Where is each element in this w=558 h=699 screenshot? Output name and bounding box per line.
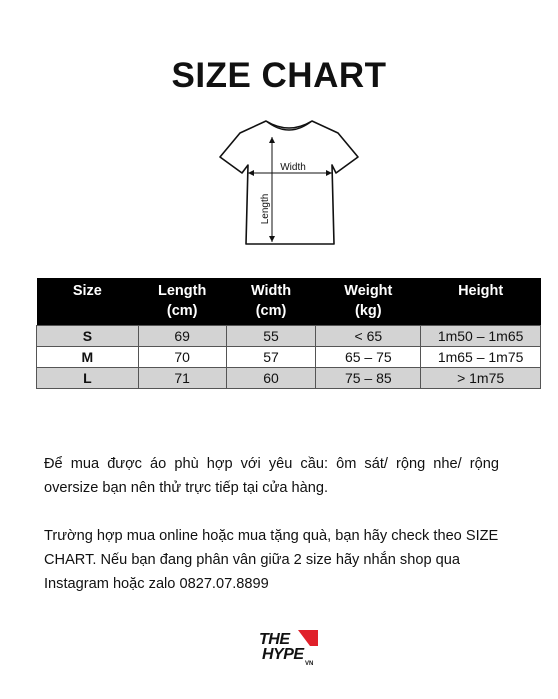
cell-weight: < 65 — [316, 326, 421, 347]
tshirt-diagram — [218, 117, 360, 247]
table-header-row — [37, 278, 541, 326]
header-height: Height — [421, 278, 541, 326]
logo-line1: THE — [259, 631, 290, 648]
header-weight: Weight (kg) — [316, 278, 421, 326]
fit-advice-text: Để mua được áo phù hợp với yêu cầu: ôm sát/ rộng nhe/ rộng oversize bạn nên thử trực tiếp tại cửa hàng. — [44, 456, 499, 496]
cell-height: 1m65 – 1m75 — [421, 347, 541, 368]
table-row — [37, 347, 541, 368]
cell-weight: 75 – 85 — [316, 368, 421, 389]
logo-line2: HYPE — [262, 646, 304, 663]
cell-size: M — [37, 347, 139, 368]
cell-width: 55 — [226, 326, 316, 347]
page-title: SIZE CHART — [171, 56, 387, 95]
cell-size: L — [37, 368, 139, 389]
cell-width: 60 — [226, 368, 316, 389]
online-order-text: Trường hợp mua online hoặc mua tặng quà, bạn hãy check theo SIZE CHART. Nếu bạn đang phân vân giữa 2 size hãy nhắn shop qua Instagram hoặc zalo 0827.07.8899 — [44, 528, 499, 592]
header-size: Size — [37, 278, 139, 326]
size-table — [36, 278, 541, 389]
cell-length: 71 — [138, 368, 226, 389]
the-hype-logo — [258, 628, 320, 666]
length-label: Length — [260, 193, 271, 225]
table-row — [37, 326, 541, 347]
cell-weight: 65 – 75 — [316, 347, 421, 368]
cell-length: 70 — [138, 347, 226, 368]
cell-height: 1m50 – 1m65 — [421, 326, 541, 347]
cell-height: > 1m75 — [421, 368, 541, 389]
header-width: Width (cm) — [226, 278, 316, 326]
table-row — [37, 368, 541, 389]
cell-length: 69 — [138, 326, 226, 347]
logo-accent-shape — [298, 630, 318, 646]
cell-width: 57 — [226, 347, 316, 368]
header-length: Length (cm) — [138, 278, 226, 326]
tshirt-outline-icon — [220, 121, 358, 244]
logo-suffix: VN — [305, 661, 314, 666]
cell-size: S — [37, 326, 139, 347]
width-label: Width — [280, 162, 306, 173]
